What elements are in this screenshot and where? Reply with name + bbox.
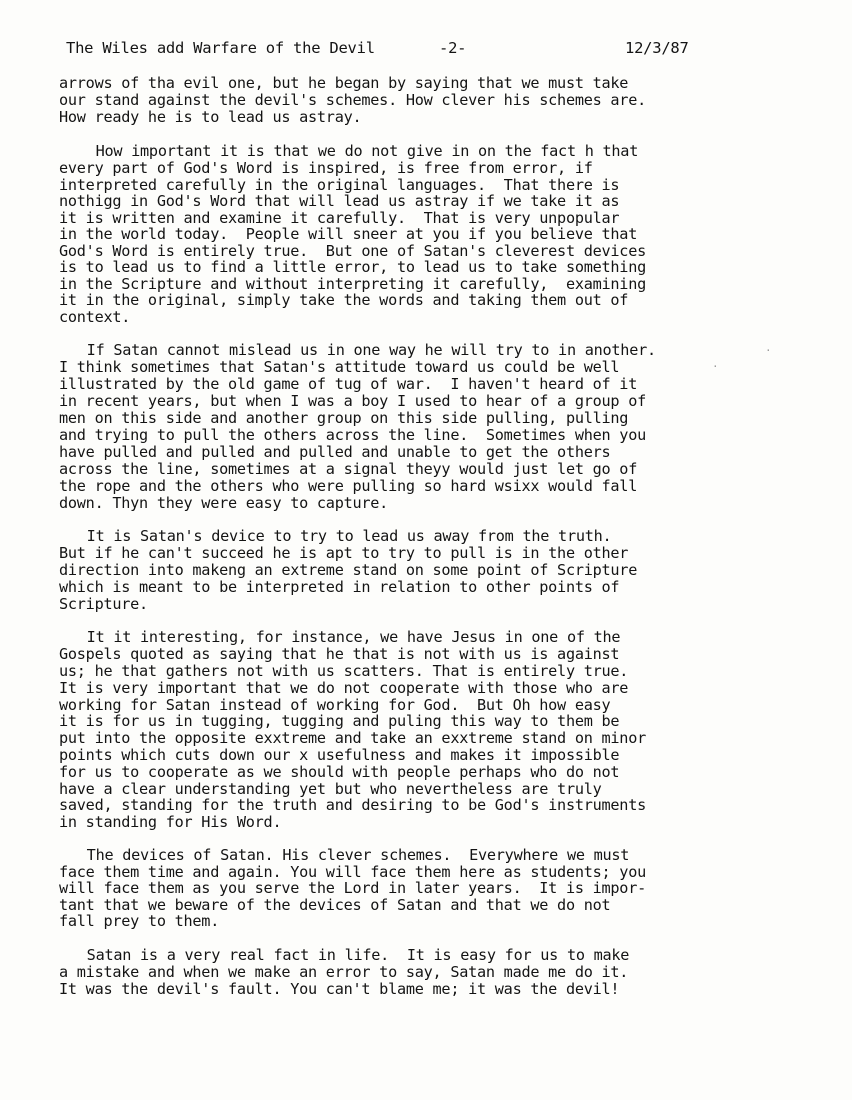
text-line: it is for us in tugging, tugging and puling this way to them be — [59, 712, 620, 730]
text-line: for us to cooperate as we should with people perhaps who do not — [59, 763, 620, 781]
text-line: arrows of tha evil one, but he began by saying that we must take — [59, 74, 629, 92]
text-line: will face them as you serve the Lord in later years. It is impor- — [59, 879, 646, 897]
text-line: men on this side and another group on this side pulling, pulling — [59, 409, 629, 427]
text-line: It is very important that we do not cooperate with those who are — [59, 679, 629, 697]
text-line: direction into makeng an extreme stand on some point of Scripture — [59, 561, 638, 579]
page-number: -2- — [439, 39, 467, 57]
text-line: It was the devil's fault. You can't blame me; it was the devil! — [59, 980, 620, 998]
text-line: Scripture. — [59, 595, 148, 613]
document-date: 12/3/87 — [625, 39, 689, 57]
text-line: every part of God's Word is inspired, is free from error, if — [59, 159, 593, 177]
text-line: a mistake and when we make an error to say, Satan made me do it. — [59, 963, 629, 981]
text-line: is to lead us to find a little error, to lead us to take something — [59, 258, 646, 276]
text-line: in the world today. People will sneer at you if you believe that — [59, 225, 638, 243]
text-line: fall prey to them. — [59, 912, 220, 930]
text-line: Gospels quoted as saying that he that is not with us is against — [59, 645, 620, 663]
text-line: It it interesting, for instance, we have Jesus in one of the — [60, 628, 621, 646]
text-line: points which cuts down our x usefulness and makes it impossible — [59, 746, 620, 764]
text-line: If Satan cannot mislead us in one way he will try to in another. — [60, 341, 656, 359]
text-line: tant that we beware of the devices of Satan and that we do not — [59, 896, 611, 914]
page-header — [66, 38, 786, 58]
text-line: in recent years, but when I was a boy I used to hear of a group of — [59, 392, 646, 410]
scan-speck: · — [765, 344, 772, 357]
text-line: God's Word is entirely true. But one of Satan's cleverest devices — [59, 242, 646, 260]
document-title: The Wiles add Warfare of the Devil — [66, 39, 375, 57]
text-line: It is Satan's device to try to lead us away from the truth. — [60, 527, 612, 545]
text-line: working for Satan instead of working for God. But Oh how easy — [59, 696, 611, 714]
text-line: in the Scripture and without interpreting it carefully, examining — [59, 275, 646, 293]
text-line: in standing for His Word. — [59, 813, 282, 831]
text-line: which is meant to be interpreted in relation to other points of — [59, 578, 620, 596]
text-line: it is written and examine it carefully. That is very unpopular — [59, 209, 620, 227]
text-line: Satan is a very real fact in life. It is easy for us to make — [60, 946, 630, 964]
text-line: saved, standing for the truth and desiring to be God's instruments — [59, 796, 646, 814]
text-line: our stand against the devil's schemes. How clever his schemes are. — [59, 91, 646, 109]
text-line: How important it is that we do not give in on the fact h that — [60, 142, 639, 160]
text-line: put into the opposite exxtreme and take an exxtreme stand on minor — [59, 729, 646, 747]
text-line: The devices of Satan. His clever schemes. Everywhere we must — [60, 846, 630, 864]
text-line: context. — [59, 308, 131, 326]
text-line: us; he that gathers not with us scatters. That is entirely true. — [59, 662, 629, 680]
text-line: across the line, sometimes at a signal theyy would just let go of — [59, 460, 638, 478]
text-line: and trying to pull the others across the line. Sometimes when you — [59, 426, 646, 444]
text-line: it in the original, simply take the words and taking them out of — [59, 291, 629, 309]
text-line: have pulled and pulled and pulled and unable to get the others — [59, 443, 611, 461]
scan-speck: · — [712, 360, 719, 373]
text-line: nothigg in God's Word that will lead us astray if we take it as — [59, 192, 620, 210]
text-line: down. Thyn they were easy to capture. — [59, 494, 389, 512]
text-line: I think sometimes that Satan's attitude toward us could be well — [59, 358, 620, 376]
text-line: the rope and the others who were pulling so hard wsixx would fall — [59, 477, 638, 495]
text-line: illustrated by the old game of tug of war. I haven't heard of it — [59, 375, 638, 393]
text-line: How ready he is to lead us astray. — [59, 108, 362, 126]
text-line: But if he can't succeed he is apt to try to pull is in the other — [59, 544, 629, 562]
text-line: face them time and again. You will face them here as students; you — [59, 863, 646, 881]
text-line: have a clear understanding yet but who nevertheless are truly — [59, 780, 602, 798]
text-line: interpreted carefully in the original languages. That there is — [59, 176, 620, 194]
